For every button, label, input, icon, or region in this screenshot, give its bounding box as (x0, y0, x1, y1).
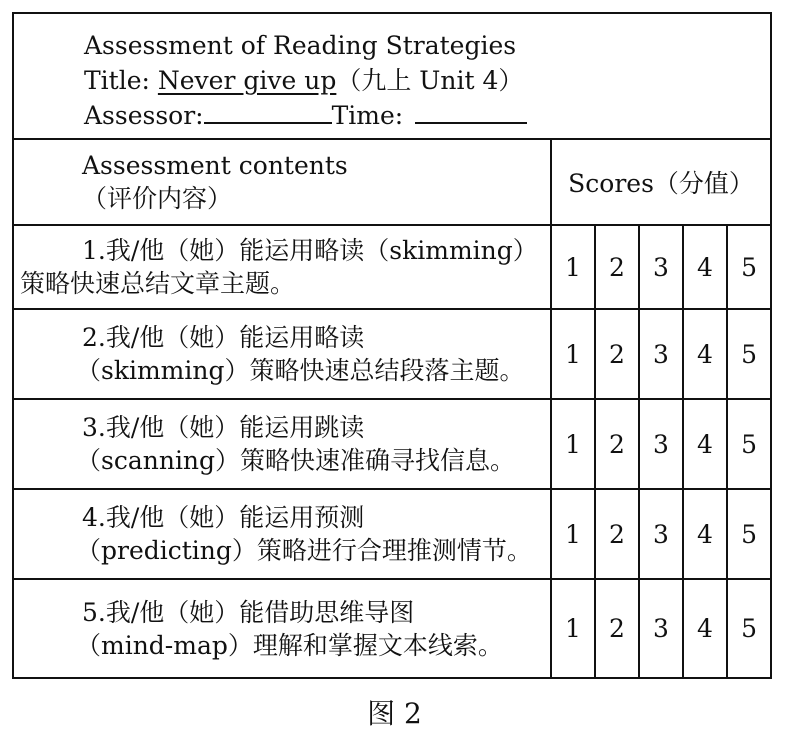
header-cell (13, 13, 771, 139)
item-cell (13, 309, 551, 399)
score-cell[interactable]: 1 (551, 579, 595, 678)
table-row (13, 489, 771, 579)
title-suffix: （九上 Unit 4） (336, 66, 524, 95)
assessor-blank (204, 100, 332, 124)
time-blank (415, 100, 527, 124)
score-cell[interactable]: 5 (727, 225, 771, 309)
item-line1: 2.我/他（她）能运用略读 (82, 323, 365, 352)
assessor-line (84, 98, 770, 133)
score-cell[interactable]: 4 (683, 225, 727, 309)
table-row (13, 225, 771, 309)
table-row (13, 309, 771, 399)
item-line1: 5.我/他（她）能借助思维导图 (82, 597, 415, 627)
item-line2: 策略快速总结文章主题。 (20, 269, 296, 298)
score-cell[interactable]: 5 (727, 399, 771, 489)
score-cell[interactable]: 3 (639, 309, 683, 399)
item-cell (13, 579, 551, 678)
score-cell[interactable]: 2 (595, 309, 639, 399)
score-cell[interactable]: 3 (639, 489, 683, 579)
score-cell[interactable]: 2 (595, 489, 639, 579)
score-cell[interactable]: 4 (683, 309, 727, 399)
time-label: Time: (331, 101, 404, 130)
score-cell[interactable]: 5 (727, 579, 771, 678)
score-cell[interactable]: 4 (683, 579, 727, 678)
score-cell[interactable]: 2 (595, 225, 639, 309)
assessment-table (12, 12, 772, 679)
score-cell[interactable]: 1 (551, 225, 595, 309)
item-line2: （scanning）策略快速准确寻找信息。 (76, 446, 516, 475)
score-cell[interactable]: 1 (551, 399, 595, 489)
score-cell[interactable]: 1 (551, 309, 595, 399)
assessor-label: Assessor: (84, 101, 204, 130)
item-line2: （predicting）策略进行合理推测情节。 (76, 536, 532, 565)
item-line2: （skimming）策略快速总结段落主题。 (76, 356, 525, 385)
table-row (13, 579, 771, 678)
contents-header-en: Assessment contents (82, 151, 348, 180)
scores-header: Scores（分值） (551, 139, 771, 225)
item-line1: 1.我/他（她）能运用略读（skimming） (82, 236, 538, 265)
table-row (13, 399, 771, 489)
title-value: Never give up (157, 66, 337, 95)
title-label: Title: (84, 66, 158, 95)
title-line (84, 63, 770, 98)
score-cell[interactable]: 3 (639, 579, 683, 678)
item-line1: 4.我/他（她）能运用预测 (82, 503, 365, 532)
item-line2: （mind-map）理解和掌握文本线索。 (76, 630, 503, 660)
figure-caption: 图 2 (367, 697, 422, 730)
contents-header-zh: （评价内容） (82, 184, 233, 213)
item-cell (13, 399, 551, 489)
score-cell[interactable]: 1 (551, 489, 595, 579)
item-cell (13, 225, 551, 309)
score-cell[interactable]: 5 (727, 489, 771, 579)
score-cell[interactable]: 2 (595, 399, 639, 489)
score-cell[interactable]: 3 (639, 225, 683, 309)
item-cell (13, 489, 551, 579)
form-title: Assessment of Reading Strategies (84, 31, 517, 60)
score-cell[interactable]: 4 (683, 489, 727, 579)
score-cell[interactable]: 2 (595, 579, 639, 678)
assessment-sheet (12, 12, 770, 677)
contents-header (13, 139, 551, 225)
score-cell[interactable]: 3 (639, 399, 683, 489)
item-line1: 3.我/他（她）能运用跳读 (82, 413, 365, 442)
score-cell[interactable]: 5 (727, 309, 771, 399)
score-cell[interactable]: 4 (683, 399, 727, 489)
